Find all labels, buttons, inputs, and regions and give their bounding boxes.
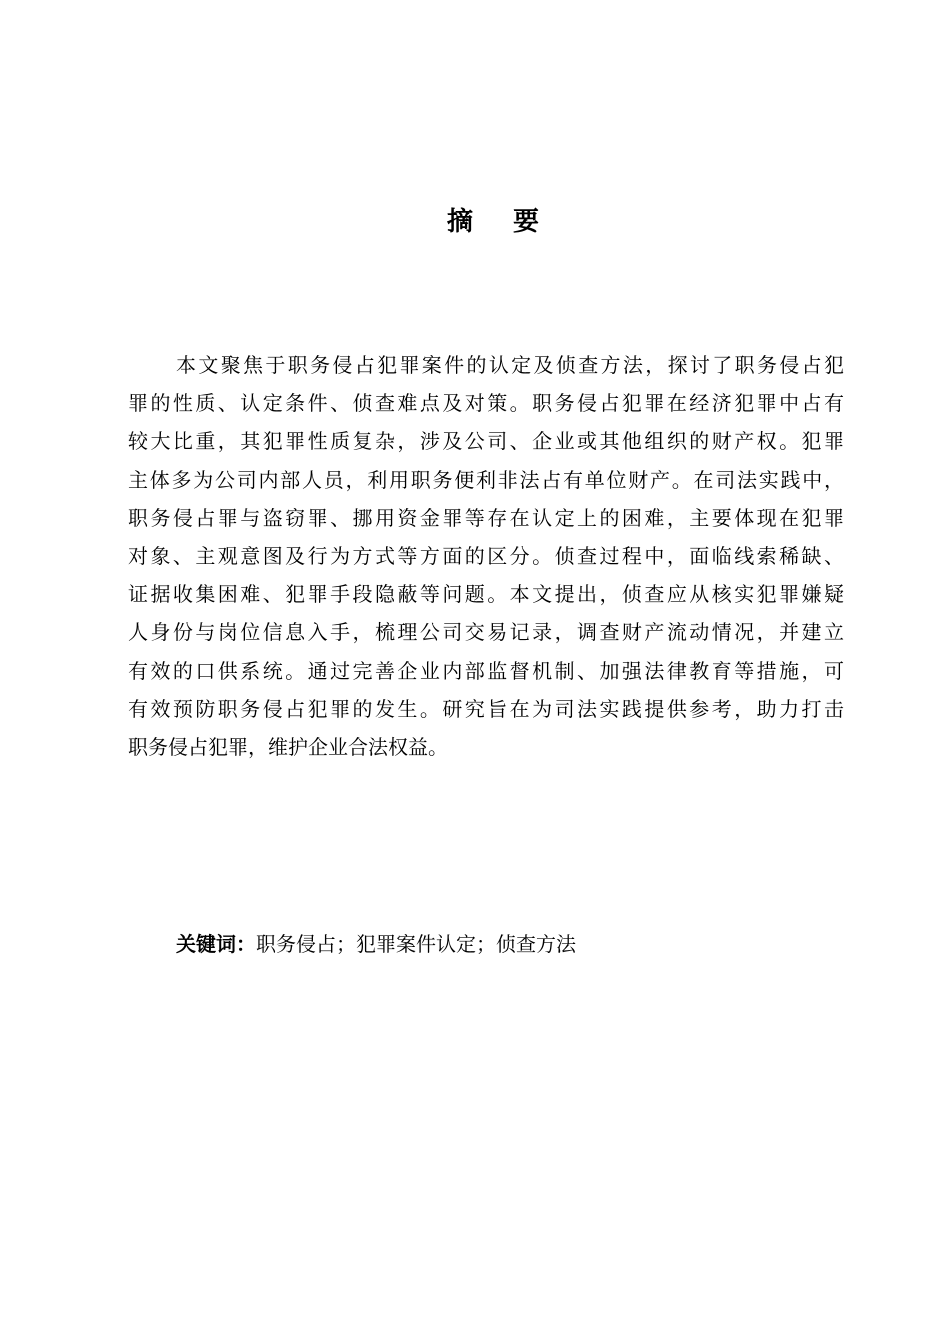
abstract-body [128, 346, 844, 766]
abstract-line: 本文聚焦于职务侵占犯罪案件的认定及侦查方法，探讨了职务侵占犯 [176, 353, 844, 377]
abstract-line: 有效预防职务侵占犯罪的发生。研究旨在为司法实践提供参考，助力打击 [128, 696, 844, 721]
abstract-line: 对象、主观意图及行为方式等方面的区分。侦查过程中，面临线索稀缺、 [128, 544, 844, 569]
keywords-text: 职务侵占；犯罪案件认定；侦查方法 [256, 932, 576, 956]
abstract-line: 人身份与岗位信息入手，梳理公司交易记录，调查财产流动情况，并建立 [128, 620, 844, 645]
abstract-title-char-1: 摘 [446, 207, 473, 237]
abstract-line: 职务侵占犯罪，维护企业合法权益。 [128, 735, 448, 760]
abstract-line: 主体多为公司内部人员，利用职务便利非法占有单位财产。在司法实践中， [128, 467, 844, 492]
abstract-title [0, 202, 950, 242]
abstract-line: 职务侵占罪与盗窃罪、挪用资金罪等存在认定上的困难，主要体现在犯罪 [128, 505, 844, 530]
abstract-line: 有效的口供系统。通过完善企业内部监督机制、加强法律教育等措施，可 [128, 658, 844, 683]
abstract-line: 罪的性质、认定条件、侦查难点及对策。职务侵占犯罪在经济犯罪中占有 [128, 391, 844, 416]
abstract-title-char-2: 要 [513, 207, 540, 237]
abstract-line: 证据收集困难、犯罪手段隐蔽等问题。本文提出，侦查应从核实犯罪嫌疑 [128, 582, 844, 607]
abstract-line: 较大比重，其犯罪性质复杂，涉及公司、企业或其他组织的财产权。犯罪 [128, 429, 844, 454]
keywords-paragraph [176, 926, 576, 962]
keywords-label: 关键词： [176, 932, 256, 956]
